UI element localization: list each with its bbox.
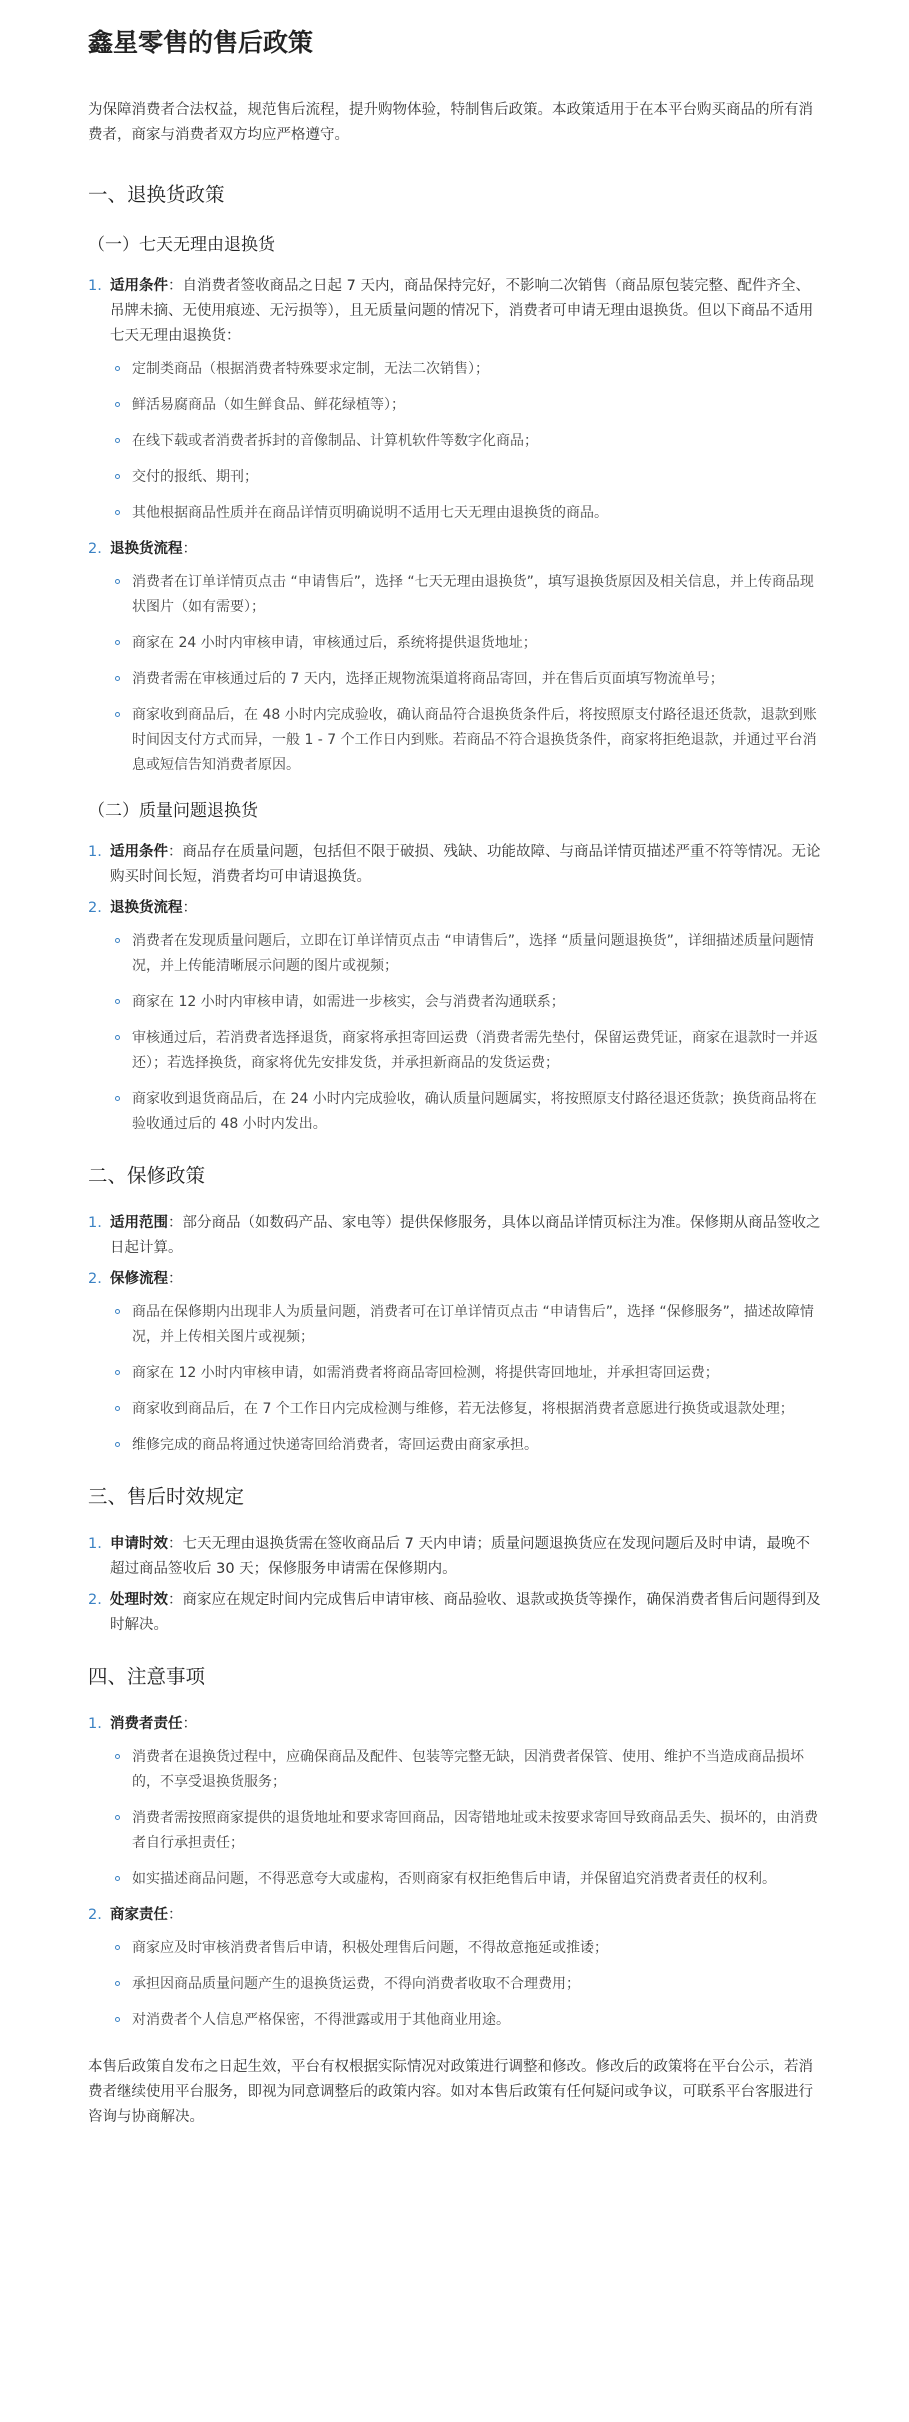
section-heading: 三、售后时效规定 bbox=[88, 1485, 245, 1508]
bullet-list bbox=[110, 1300, 821, 1458]
bullet-item: 商家在 12 小时内审核申请，如需进一步核实，会与消费者沟通联系； bbox=[110, 990, 821, 1015]
list-item bbox=[88, 1903, 821, 2033]
bullet-list bbox=[110, 1745, 821, 1892]
bullet-item: 承担因商品质量问题产生的退换货运费，不得向消费者收取不合理费用； bbox=[110, 1972, 821, 1997]
item-number: 2. bbox=[88, 1592, 102, 1608]
bullet-item: 对消费者个人信息严格保密，不得泄露或用于其他商业用途。 bbox=[110, 2008, 821, 2033]
bullet-item: 审核通过后，若消费者选择退货，商家将承担寄回运费（消费者需先垫付，保留运费凭证，商家在退款时一并返还）；若选择换货，商家将优先安排发货，并承担新商品的发货运费； bbox=[110, 1026, 821, 1076]
list-item bbox=[88, 1211, 821, 1261]
policy-section bbox=[88, 1480, 821, 1638]
item-text: ：自消费者签收商品之日起 7 天内，商品保持完好，不影响二次销售（商品原包装完整、配件齐全、吊牌未摘、无使用痕迹、无污损等），且无质量问题的情况下，消费者可申请无理由退换货。但以下商品不适用七天无理由退换货： bbox=[110, 278, 814, 344]
item-number: 1. bbox=[88, 1215, 102, 1231]
item-text: ： bbox=[182, 541, 197, 557]
numbered-list bbox=[88, 1712, 821, 2033]
policy-section bbox=[88, 178, 821, 1137]
bullet-item: 商家收到商品后，在 48 小时内完成验收，确认商品符合退换货条件后，将按照原支付路径退还货款，退款到账时间因支付方式而异，一般 1 - 7 个工作日内到账。若商品不符合退换货条件，商家将拒绝退款，并通过平台消息或短信告知消费者原因。 bbox=[110, 703, 821, 778]
policy-subsection bbox=[88, 796, 821, 1137]
item-lead: 处理时效 bbox=[110, 1592, 168, 1608]
subsection-heading: （二）质量问题退换货 bbox=[88, 801, 258, 821]
policy-subsection bbox=[88, 230, 821, 778]
bullet-item: 商品在保修期内出现非人为质量问题，消费者可在订单详情页点击 “申请售后”，选择 “保修服务”，描述故障情况，并上传相关图片或视频； bbox=[110, 1300, 821, 1350]
policy-section bbox=[88, 1660, 821, 2033]
item-text: ： bbox=[182, 900, 197, 916]
bullet-item: 其他根据商品性质并在商品详情页明确说明不适用七天无理由退换货的商品。 bbox=[110, 501, 821, 526]
item-text: ：部分商品（如数码产品、家电等）提供保修服务，具体以商品详情页标注为准。保修期从商品签收之日起计算。 bbox=[110, 1215, 821, 1256]
section-heading: 一、退换货政策 bbox=[88, 183, 225, 206]
item-lead: 适用条件 bbox=[110, 844, 168, 860]
numbered-list bbox=[88, 1211, 821, 1458]
bullet-item: 商家在 12 小时内审核申请，如需消费者将商品寄回检测，将提供寄回地址，并承担寄回运费； bbox=[110, 1361, 821, 1386]
bullet-item: 消费者在订单详情页点击 “申请售后”，选择 “七天无理由退换货”，填写退换货原因及相关信息，并上传商品现状图片（如有需要）； bbox=[110, 570, 821, 620]
section-heading: 四、注意事项 bbox=[88, 1665, 206, 1688]
bullet-item: 商家收到商品后，在 7 个工作日内完成检测与维修，若无法修复，将根据消费者意愿进行换货或退款处理； bbox=[110, 1397, 821, 1422]
bullet-item: 消费者需在审核通过后的 7 天内，选择正规物流渠道将商品寄回，并在售后页面填写物流单号； bbox=[110, 667, 821, 692]
item-text: ： bbox=[182, 1716, 197, 1732]
item-text: ：商家应在规定时间内完成售后申请审核、商品验收、退款或换货等操作，确保消费者售后问题得到及时解决。 bbox=[110, 1592, 821, 1633]
item-lead: 退换货流程 bbox=[110, 541, 183, 557]
item-number: 2. bbox=[88, 541, 102, 557]
list-item bbox=[88, 840, 821, 890]
list-item bbox=[88, 1267, 821, 1458]
item-number: 2. bbox=[88, 900, 102, 916]
numbered-list bbox=[88, 840, 821, 1137]
list-item bbox=[88, 1588, 821, 1638]
item-lead: 适用范围 bbox=[110, 1215, 168, 1231]
bullet-list bbox=[110, 357, 821, 526]
item-number: 1. bbox=[88, 1536, 102, 1552]
list-item bbox=[88, 896, 821, 1137]
bullet-item: 鲜活易腐商品（如生鲜食品、鲜花绿植等）； bbox=[110, 393, 821, 418]
item-lead: 商家责任 bbox=[110, 1907, 168, 1923]
item-number: 1. bbox=[88, 844, 102, 860]
bullet-item: 商家在 24 小时内审核申请，审核通过后，系统将提供退货地址； bbox=[110, 631, 821, 656]
item-lead: 申请时效 bbox=[110, 1536, 168, 1552]
bullet-list bbox=[110, 1936, 821, 2033]
item-text: ： bbox=[168, 1271, 183, 1287]
numbered-list bbox=[88, 1532, 821, 1638]
item-lead: 保修流程 bbox=[110, 1271, 168, 1287]
section-heading: 二、保修政策 bbox=[88, 1164, 206, 1187]
item-lead: 退换货流程 bbox=[110, 900, 183, 916]
intro-paragraph: 为保障消费者合法权益，规范售后流程，提升购物体验，特制售后政策。本政策适用于在本平台购买商品的所有消费者，商家与消费者双方均应严格遵守。 bbox=[88, 102, 813, 143]
list-item bbox=[88, 274, 821, 526]
list-item bbox=[88, 537, 821, 778]
numbered-list bbox=[88, 274, 821, 778]
bullet-item: 定制类商品（根据消费者特殊要求定制，无法二次销售）； bbox=[110, 357, 821, 382]
item-lead: 适用条件 bbox=[110, 278, 168, 294]
list-item bbox=[88, 1712, 821, 1892]
bullet-item: 维修完成的商品将通过快递寄回给消费者，寄回运费由商家承担。 bbox=[110, 1433, 821, 1458]
item-text: ：商品存在质量问题，包括但不限于破损、残缺、功能故障、与商品详情页描述严重不符等情况。无论购买时间长短，消费者均可申请退换货。 bbox=[110, 844, 821, 885]
bullet-item: 在线下载或者消费者拆封的音像制品、计算机软件等数字化商品； bbox=[110, 429, 821, 454]
item-number: 2. bbox=[88, 1907, 102, 1923]
bullet-item: 消费者在发现质量问题后，立即在订单详情页点击 “申请售后”，选择 “质量问题退换货”，详细描述质量问题情况，并上传能清晰展示问题的图片或视频； bbox=[110, 929, 821, 979]
page-title: 鑫星零售的售后政策 bbox=[88, 28, 314, 57]
bullet-item: 商家应及时审核消费者售后申请，积极处理售后问题，不得故意拖延或推诿； bbox=[110, 1936, 821, 1961]
policy-sections bbox=[88, 178, 821, 2033]
bullet-item: 交付的报纸、期刊； bbox=[110, 465, 821, 490]
bullet-item: 商家收到退货商品后，在 24 小时内完成验收，确认质量问题属实，将按照原支付路径退还货款；换货商品将在验收通过后的 48 小时内发出。 bbox=[110, 1087, 821, 1137]
list-item bbox=[88, 1532, 821, 1582]
item-text: ： bbox=[168, 1907, 183, 1923]
bullet-item: 消费者需按照商家提供的退货地址和要求寄回商品，因寄错地址或未按要求寄回导致商品丢失、损坏的，由消费者自行承担责任； bbox=[110, 1806, 821, 1856]
subsection-heading: （一）七天无理由退换货 bbox=[88, 235, 275, 255]
bullet-list bbox=[110, 929, 821, 1137]
closing-paragraph: 本售后政策自发布之日起生效，平台有权根据实际情况对政策进行调整和修改。修改后的政策将在平台公示，若消费者继续使用平台服务，即视为同意调整后的政策内容。如对本售后政策有任何疑问或争议，可联系平台客服进行咨询与协商解决。 bbox=[88, 2059, 813, 2125]
item-text: ：七天无理由退换货需在签收商品后 7 天内申请；质量问题退换货应在发现问题后及时申请，最晚不超过商品签收后 30 天；保修服务申请需在保修期内。 bbox=[110, 1536, 810, 1577]
policy-section bbox=[88, 1159, 821, 1458]
item-number: 1. bbox=[88, 278, 102, 294]
bullet-list bbox=[110, 570, 821, 778]
bullet-item: 消费者在退换货过程中，应确保商品及配件、包装等完整无缺，因消费者保管、使用、维护不当造成商品损坏的，不享受退换货服务； bbox=[110, 1745, 821, 1795]
item-number: 2. bbox=[88, 1271, 102, 1287]
item-number: 1. bbox=[88, 1716, 102, 1732]
bullet-item: 如实描述商品问题，不得恶意夸大或虚构，否则商家有权拒绝售后申请，并保留追究消费者责任的权利。 bbox=[110, 1867, 821, 1892]
item-lead: 消费者责任 bbox=[110, 1716, 183, 1732]
